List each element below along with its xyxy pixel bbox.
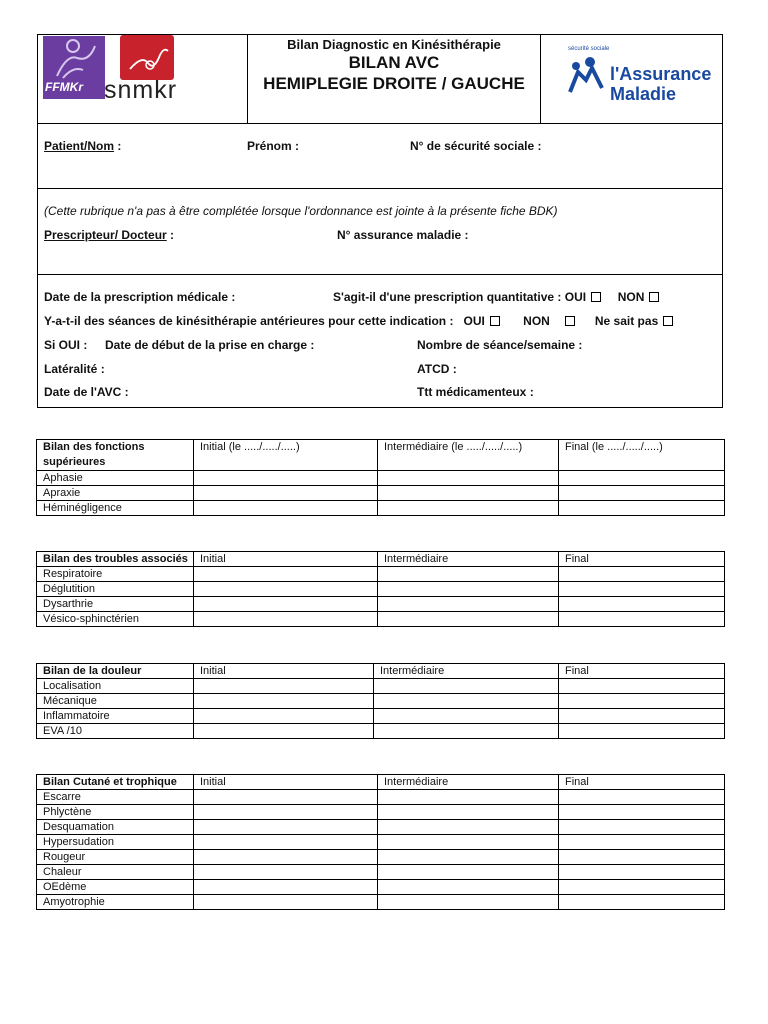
input-cell[interactable] xyxy=(378,486,559,501)
input-cell[interactable] xyxy=(194,805,378,820)
input-cell[interactable] xyxy=(194,790,378,805)
assurance-logo-line2: Maladie xyxy=(610,84,677,104)
input-cell[interactable] xyxy=(378,597,559,612)
assurance-maladie-icon xyxy=(568,52,608,98)
table-header-cell: Final xyxy=(559,775,725,790)
table-row xyxy=(37,895,725,910)
row-label: Desquamation xyxy=(37,820,194,835)
table-header-row xyxy=(37,552,725,567)
input-cell[interactable] xyxy=(194,567,378,582)
row-label: EVA /10 xyxy=(37,724,194,739)
anterieures-row xyxy=(44,314,673,328)
input-cell[interactable] xyxy=(559,567,725,582)
assurance-small-text: sécurité sociale xyxy=(568,46,610,52)
input-cell[interactable] xyxy=(194,709,374,724)
snmkr-logo-text: snmkr xyxy=(104,76,178,104)
table-header-cell: Initial xyxy=(194,552,378,567)
table-row xyxy=(37,790,725,805)
input-cell[interactable] xyxy=(194,582,378,597)
input-cell[interactable] xyxy=(374,679,559,694)
table-header-cell: Intermédiaire (le ...../...../.....) xyxy=(378,440,559,471)
quantitative-non-label: NON xyxy=(617,290,645,304)
header-subtitle: Bilan Diagnostic en Kinésithérapie xyxy=(287,37,501,52)
patient-box xyxy=(37,124,723,189)
input-cell[interactable] xyxy=(378,567,559,582)
table-row xyxy=(37,835,725,850)
snmkr-swirl-icon xyxy=(120,35,174,80)
input-cell[interactable] xyxy=(378,835,559,850)
quantitative-oui-checkbox[interactable] xyxy=(591,292,601,302)
date-debut-label: Date de début de la prise en charge : xyxy=(105,338,315,352)
table-row xyxy=(37,850,725,865)
input-cell[interactable] xyxy=(194,865,378,880)
input-cell[interactable] xyxy=(194,597,378,612)
table-header-row xyxy=(37,775,725,790)
prescripteur-docteur-sep: : xyxy=(166,228,175,242)
row-label: Déglutition xyxy=(37,582,194,597)
row-label: Phlyctène xyxy=(37,805,194,820)
table-row xyxy=(37,694,725,709)
table-douleur xyxy=(36,663,725,739)
prescription-date-label: Date de la prescription médicale : xyxy=(44,290,236,304)
row-label: Chaleur xyxy=(37,865,194,880)
table-row xyxy=(37,805,725,820)
table-header-cell: Bilan des troubles associés xyxy=(37,552,194,567)
input-cell[interactable] xyxy=(194,820,378,835)
input-cell[interactable] xyxy=(559,694,725,709)
table-row xyxy=(37,865,725,880)
input-cell[interactable] xyxy=(378,612,559,627)
input-cell[interactable] xyxy=(559,597,725,612)
table-header-cell: Initial (le ...../...../.....) xyxy=(194,440,378,471)
input-cell[interactable] xyxy=(559,790,725,805)
si-oui-label: Si OUI : xyxy=(44,338,88,352)
prescripteur-note: (Cette rubrique n'a pas à être complétée lorsque l'ordonnance est jointe à la présente fiche BDK) xyxy=(44,204,558,218)
input-cell[interactable] xyxy=(374,694,559,709)
anterieures-label: Y-a-t-il des séances de kinésithérapie antérieures pour cette indication : xyxy=(44,314,454,328)
input-cell[interactable] xyxy=(378,880,559,895)
table-row xyxy=(37,724,725,739)
table-header-cell: Final xyxy=(559,552,725,567)
input-cell[interactable] xyxy=(559,835,725,850)
anterieures-oui-checkbox[interactable] xyxy=(490,316,500,326)
row-label: Dysarthrie xyxy=(37,597,194,612)
row-label: Héminégligence xyxy=(37,501,194,516)
anterieures-non-checkbox[interactable] xyxy=(565,316,575,326)
input-cell[interactable] xyxy=(559,865,725,880)
row-label: Aphasie xyxy=(37,471,194,486)
table-row xyxy=(37,820,725,835)
input-cell[interactable] xyxy=(559,709,725,724)
table-header-cell: Bilan de la douleur xyxy=(37,664,194,679)
input-cell[interactable] xyxy=(378,471,559,486)
input-cell[interactable] xyxy=(374,709,559,724)
input-cell[interactable] xyxy=(378,790,559,805)
input-cell[interactable] xyxy=(559,471,725,486)
table-header-row xyxy=(37,440,725,471)
input-cell[interactable] xyxy=(194,679,374,694)
input-cell[interactable] xyxy=(378,895,559,910)
row-label: Amyotrophie xyxy=(37,895,194,910)
input-cell[interactable] xyxy=(194,612,378,627)
input-cell[interactable] xyxy=(194,724,374,739)
input-cell[interactable] xyxy=(374,724,559,739)
prescription-quantitative-label: S'agit-il d'une prescription quantitative : xyxy=(333,290,562,304)
ffmkr-figure-icon xyxy=(43,36,105,80)
row-label: OEdème xyxy=(37,880,194,895)
prescripteur-docteur-label xyxy=(44,228,174,242)
table-header-cell: Final (le ...../...../.....) xyxy=(559,440,725,471)
table-header-cell: Intermédiaire xyxy=(378,552,559,567)
quantitative-non-checkbox[interactable] xyxy=(649,292,659,302)
table-fonctions-superieures xyxy=(36,439,725,516)
row-label: Rougeur xyxy=(37,850,194,865)
input-cell[interactable] xyxy=(559,724,725,739)
input-cell[interactable] xyxy=(378,501,559,516)
table-row xyxy=(37,501,725,516)
input-cell[interactable] xyxy=(559,850,725,865)
input-cell[interactable] xyxy=(194,501,378,516)
input-cell[interactable] xyxy=(559,895,725,910)
input-cell[interactable] xyxy=(194,471,378,486)
input-cell[interactable] xyxy=(378,820,559,835)
date-avc-label: Date de l'AVC : xyxy=(44,385,129,399)
table-header-row xyxy=(37,664,725,679)
row-label: Apraxie xyxy=(37,486,194,501)
anterieures-ne-sait-pas-checkbox[interactable] xyxy=(663,316,673,326)
input-cell[interactable] xyxy=(559,582,725,597)
table-header-cell: Initial xyxy=(194,775,378,790)
table-row xyxy=(37,880,725,895)
table-header-cell: Bilan des fonctions supérieures xyxy=(37,440,194,471)
patient-nom-sep: : xyxy=(114,139,122,153)
anterieures-non-label: NON xyxy=(523,314,550,328)
row-label: Escarre xyxy=(37,790,194,805)
snmkr-logo-mark xyxy=(120,35,174,80)
quantitative-oui-label: OUI xyxy=(564,290,587,304)
prescripteur-assurance-label: N° assurance maladie : xyxy=(337,228,469,242)
ffmkr-logo-text: FFMKr xyxy=(45,80,83,94)
row-label: Mécanique xyxy=(37,694,194,709)
table-cutane-trophique xyxy=(36,774,725,910)
input-cell[interactable] xyxy=(378,850,559,865)
row-label: Hypersudation xyxy=(37,835,194,850)
prescripteur-docteur-text: Prescripteur/ Docteur xyxy=(44,228,167,242)
table-row xyxy=(37,709,725,724)
input-cell[interactable] xyxy=(194,835,378,850)
input-cell[interactable] xyxy=(378,865,559,880)
patient-secu-label: N° de sécurité sociale : xyxy=(410,139,542,153)
table-troubles-associes xyxy=(36,551,725,627)
atcd-label: ATCD : xyxy=(417,362,457,376)
table-header-cell: Final xyxy=(559,664,725,679)
input-cell[interactable] xyxy=(194,850,378,865)
input-cell[interactable] xyxy=(378,582,559,597)
table-row xyxy=(37,567,725,582)
header-title-2: HEMIPLEGIE DROITE / GAUCHE xyxy=(263,74,525,93)
anterieures-ne-sait-pas-label: Ne sait pas xyxy=(594,314,659,328)
assurance-logo-line1: l'Assurance xyxy=(610,64,712,84)
patient-nom-text: Patient/Nom xyxy=(44,139,115,153)
input-cell[interactable] xyxy=(194,694,374,709)
prescription-quantitative-row xyxy=(333,290,659,304)
input-cell[interactable] xyxy=(559,820,725,835)
row-label: Respiratoire xyxy=(37,567,194,582)
input-cell[interactable] xyxy=(194,880,378,895)
input-cell[interactable] xyxy=(559,805,725,820)
patient-nom-label xyxy=(44,139,121,153)
anterieures-oui-label: OUI xyxy=(463,314,485,328)
input-cell[interactable] xyxy=(378,805,559,820)
table-header-cell: Bilan Cutané et trophique xyxy=(37,775,194,790)
input-cell[interactable] xyxy=(194,895,378,910)
patient-prenom-label: Prénom : xyxy=(247,139,300,153)
header-title-area xyxy=(248,34,540,124)
row-label: Inflammatoire xyxy=(37,709,194,724)
table-header-cell: Intermédiaire xyxy=(378,775,559,790)
header-divider-right xyxy=(540,34,541,124)
nombre-seance-label: Nombre de séance/semaine : xyxy=(417,338,583,352)
table-row xyxy=(37,679,725,694)
row-label: Localisation xyxy=(37,679,194,694)
table-header-cell: Initial xyxy=(194,664,374,679)
table-row xyxy=(37,486,725,501)
header-title-1: BILAN AVC xyxy=(348,53,440,72)
row-label: Vésico-sphinctérien xyxy=(37,612,194,627)
input-cell[interactable] xyxy=(194,486,378,501)
input-cell[interactable] xyxy=(559,501,725,516)
lateralite-label: Latéralité : xyxy=(44,362,105,376)
ttt-label: Ttt médicamenteux : xyxy=(417,385,534,399)
input-cell[interactable] xyxy=(559,612,725,627)
table-row xyxy=(37,612,725,627)
table-row xyxy=(37,597,725,612)
input-cell[interactable] xyxy=(559,679,725,694)
table-row xyxy=(37,582,725,597)
table-header-cell: Intermédiaire xyxy=(374,664,559,679)
table-row xyxy=(37,471,725,486)
input-cell[interactable] xyxy=(559,880,725,895)
input-cell[interactable] xyxy=(559,486,725,501)
